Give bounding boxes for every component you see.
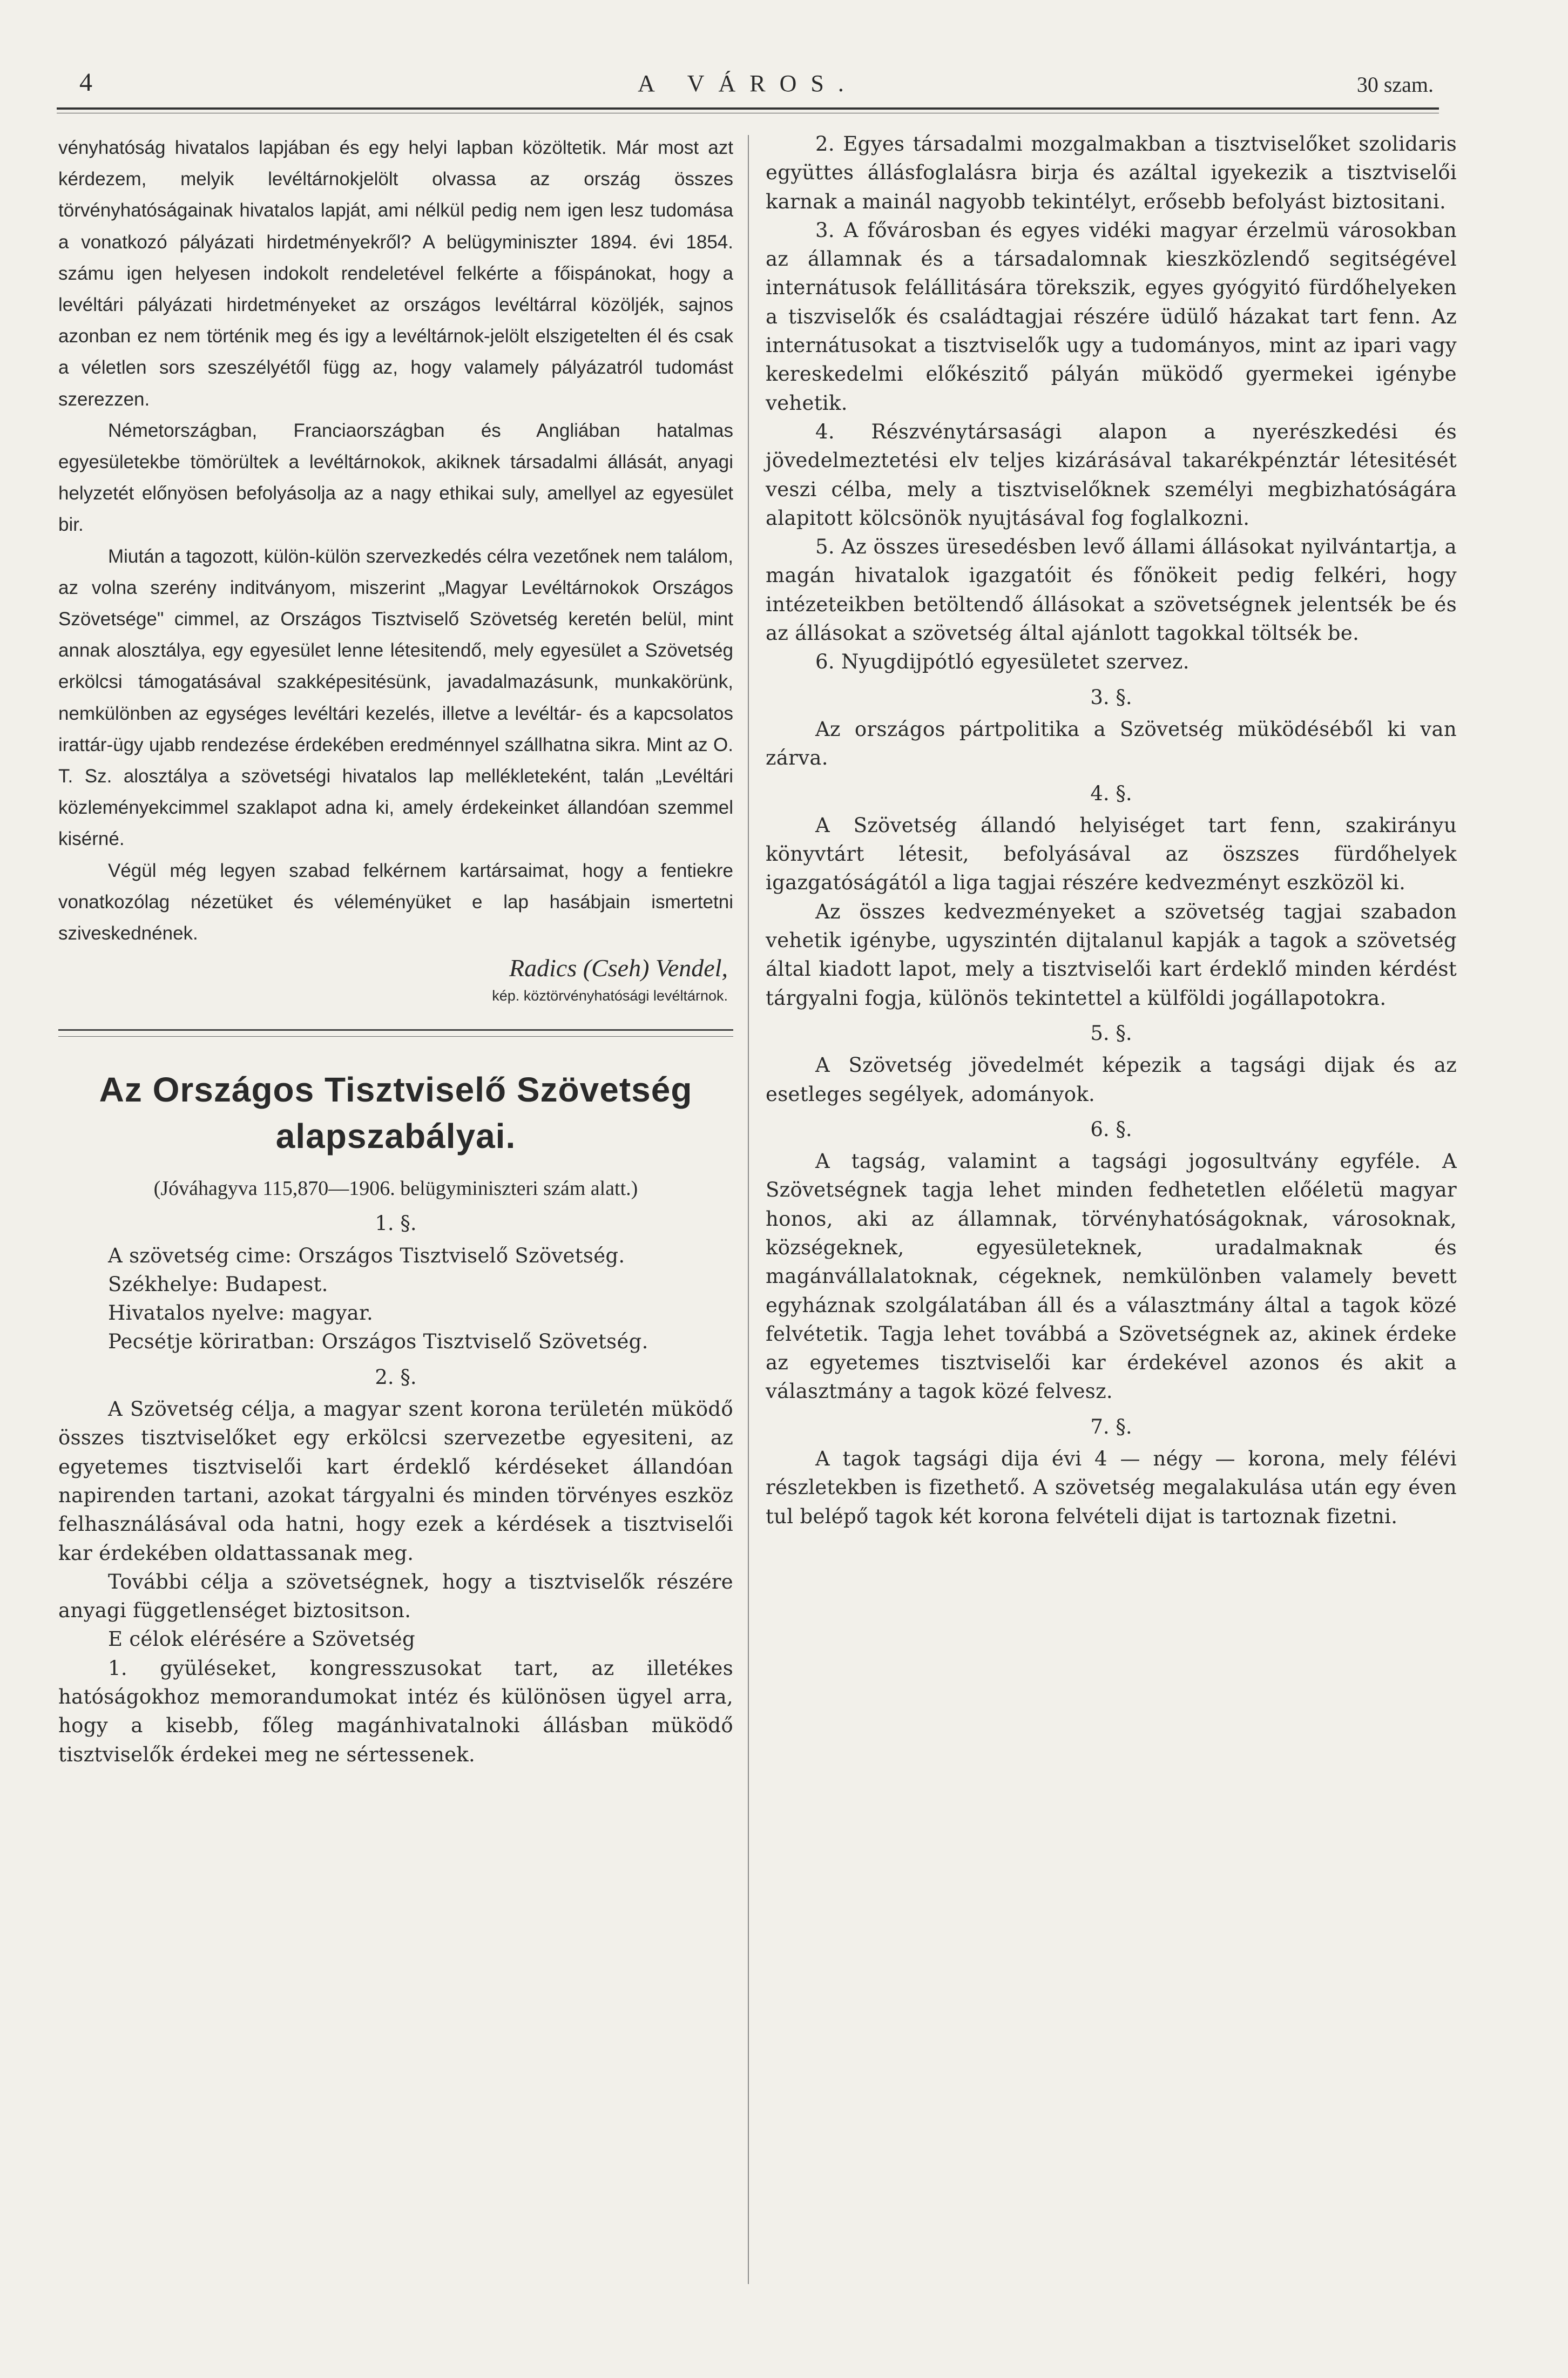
section-paragraph: További célja a szövetségnek, hogy a tisztviselők részére anyagi függetlenséget biztositson. [58,1570,733,1623]
section-paragraph: Pecsétje köriratban: Országos Tisztviselő Szövetség. [108,1330,648,1354]
left-column [58,132,733,1769]
section-paragraph: Az összes kedvezményeket a szövetség tagjai szabadon vehetik igénybe, ugyszintén dijtalanul kapják a tagok a szövetség által kiadott lapot, mely a tisztviselői kart érdeklő minden kérdést tárgyalni fogja, különös tekintettel a külföldi jogállapotokra. [766,900,1457,1010]
section-paragraph: A Szövetség célja, a magyar szent korona területén müködő összes tisztviselőket egy erkölcsi szervezetbe egyesiteni, az egyetemes tisztviselői kart érdeklő kérdéseket állandóan napirenden tartani, azokat tárgyalni és minden törvényes eszköz felhasználásával oda hatni, hogy ezek a kérdések a tisztviselői kar érdekében oldattassanak meg. [58,1397,733,1565]
section-paragraph: 1. gyüléseket, kongresszusokat tart, az illetékes hatóságokhoz memorandumokat intéz és különösen ügyel arra, hogy a kisebb, főleg magánhivatalnoki állásban müködő tisztviselők érdekei meg ne sértessenek. [58,1656,733,1766]
section-paragraph: A Szövetség jövedelmét képezik a tagsági dijak és az esetleges segélyek, adományok. [766,1053,1457,1106]
header-rule [57,107,1439,110]
section-paragraph: A szövetség cime: Országos Tisztviselő Szövetség. [108,1244,625,1267]
section-heading: 1. §. [375,1212,417,1235]
section-paragraph: A tagság, valamint a tagsági jogosultvány egyféle. A Szövetségnek tagja lehet minden fedhetetlen előéletü magyar honos, aki az államnak, törvényhatóságoknak, városoknak, községeknek, egyesületeknek, uradalmaknak és magánvállalatoknak, cégeknek, nemkülönben valamely bevett egyháznak szolgálatában áll és a választmány által a tagok közé felvétetik. Tagja lehet továbbá a Szövetségnek az, akinek érdeke az egyetemes tisztviselői kar érdekével azonos és akit a választmány a tagok közé felvesz. [766,1150,1457,1403]
newspaper-title: A VÁROS. [638,70,858,97]
section-paragraph: Hivatalos nyelve: magyar. [108,1301,374,1325]
section-paragraph: Székhelye: Budapest. [108,1272,328,1296]
section-paragraph: 3. A fővárosban és egyes vidéki magyar érzelmü városokban az államnak és a társadalomnak kieszközlendő segitségével internátusok felállitására törekszik, egyes gyógyitó fürdőhelyeken a tiszviselők és családtagjai részére üdülő házakat tart fenn. Az internátusokat a tisztviselők ugy a tudományos, mint az ipari vagy kereskedelmi előkészitő pályán müködő gyermekei igénybe vehetik. [766,218,1457,415]
section-heading: 7. §. [1090,1415,1132,1438]
section-paragraph: A Szövetség állandó helyiséget tart fenn, szakirányu könyvtárt létesit, befolyásával az öszszes fürdőhelyek igazgatóságától a liga tagjai részére kedvezményt eszközöl ki. [766,813,1457,895]
article-subtitle: (Jóváhagyva 115,870—1906. belügyminiszteri szám alatt.) [153,1177,638,1200]
article-separator [58,1029,733,1037]
issue-number: 30 szam. [1356,72,1434,97]
section-paragraph: Az országos pártpolitika a Szövetség müködéséből ki van zárva. [766,717,1457,770]
intro-paragraph: vényhatóság hivatalos lapjában és egy helyi lapban közöltetik. Már most azt kérdezem, melyik levéltárnokjelölt olvassa az ország összes törvényhatóságainak hivatalos lapját, ami nélkül pedig nem igen lesz tudomása a vonatkozó pályázati hirdetményekről? A belügyminiszter 1894. évi 1854. számu igen helyesen indokolt rendeletével felkérte a főispánokat, hogy a levéltári pályázati hirdetményeket az országos levéltárral közöljék, sajnos azonban ez nem történik meg és igy a levéltárnok-jelölt elszigetelten él és csak a véletlen sors szeszélyétől függ az, hogy valamely pályázatról tudomást szerezzen. [58,137,733,410]
article-title: Az Országos Tisztviselő Szövetség alapszabályai. [99,1070,693,1156]
section-paragraph: 4. Részvénytársasági alapon a nyerészkedési és jövedelmeztetési elv teljes kizárásával takarékpénztár létesitését veszi célba, mely a tisztviselőknek személyi megbizhatóságára alapitott kölcsönök nyujtásával fog foglalkozni. [766,420,1457,530]
section-paragraph: 6. Nyugdijpótló egyesületet szervez. [815,650,1189,674]
section-heading: 2. §. [375,1365,417,1389]
section-heading: 3. §. [1090,685,1132,709]
section-heading: 6. §. [1090,1117,1132,1141]
page-number: 4 [79,68,92,97]
author-name: Radics (Cseh) Vendel, [509,954,728,982]
section-heading: 5. §. [1090,1021,1132,1045]
section-heading: 4. §. [1090,781,1132,805]
author-title: kép. köztörvényhatósági levéltárnok. [492,988,728,1004]
intro-paragraph: Miután a tagozott, külön-külön szervezkedés célra vezetőnek nem találom, az volna szerény inditványom, miszerint „Magyar Levéltárnokok Országos Szövetsége" cimmel, az Országos Tisztviselő Szövetség keretén belül, mint annak alosztálya, egy egyesület lenne létesitendő, mely egyesület a Szövetség erkölcsi támogatásával szakképesitésünk, javadalmazásunk, munkakörünk, nemkülönben az egységes levéltári kezelés, illetve a levéltár- és a kapcsolatos irattár-ügy ujabb rendezése érdekében eredménnyel szállhatna sikra. Mint az O. T. Sz. alosztálya a szövetségi hivatalos lap mellékleteként, talán „Levéltári közleményekcimmel szaklapot adna ki, amely érdekeinket állandóan szemmel kisérné. [58,545,733,850]
column-divider [748,135,749,2284]
section-paragraph: A tagok tagsági dija évi 4 — négy — korona, mely félévi részletekben is fizethető. A szövetség megalakulása után egy éven tul belépő tagok két korona felvételi dijat is tartoznak fizetni. [766,1447,1457,1528]
page-header [57,67,1439,116]
intro-paragraph: Németországban, Franciaországban és Angliában hatalmas egyesületekbe tömörültek a levéltárnokok, akiknek társadalmi állását, anyagi helyzetét előnyösen befolyásolja az a nagy ethikai suly, amellyel az egyesület bir. [58,420,733,536]
section-paragraph: 2. Egyes társadalmi mozgalmakban a tisztviselőket szolidaris együttes állásfoglalásra birja és azáltal igyekezik a tisztviselői karnak a mainál nagyobb tekintélyt, erősebb befolyást biztositani. [766,132,1457,213]
right-column [766,130,1457,1531]
intro-paragraph: Végül még legyen szabad felkérnem kartársaimat, hogy a fentiekre vonatkozólag nézetüket és véleményüket e lap hasábjain ismertetni sziveskednének. [58,860,733,944]
section-paragraph: 5. Az összes üresedésben levő állami állásokat nyilvántartja, a magán hivatalok igazgatóit és főnökeit pedig felkéri, hogy intézeteikben betöltendő állásokat a szövetségnek jelentsék be és az állásokat a szövetség által ajánlott tagokkal töltsék be. [766,535,1457,645]
section-paragraph: E célok elérésére a Szövetség [108,1627,415,1651]
